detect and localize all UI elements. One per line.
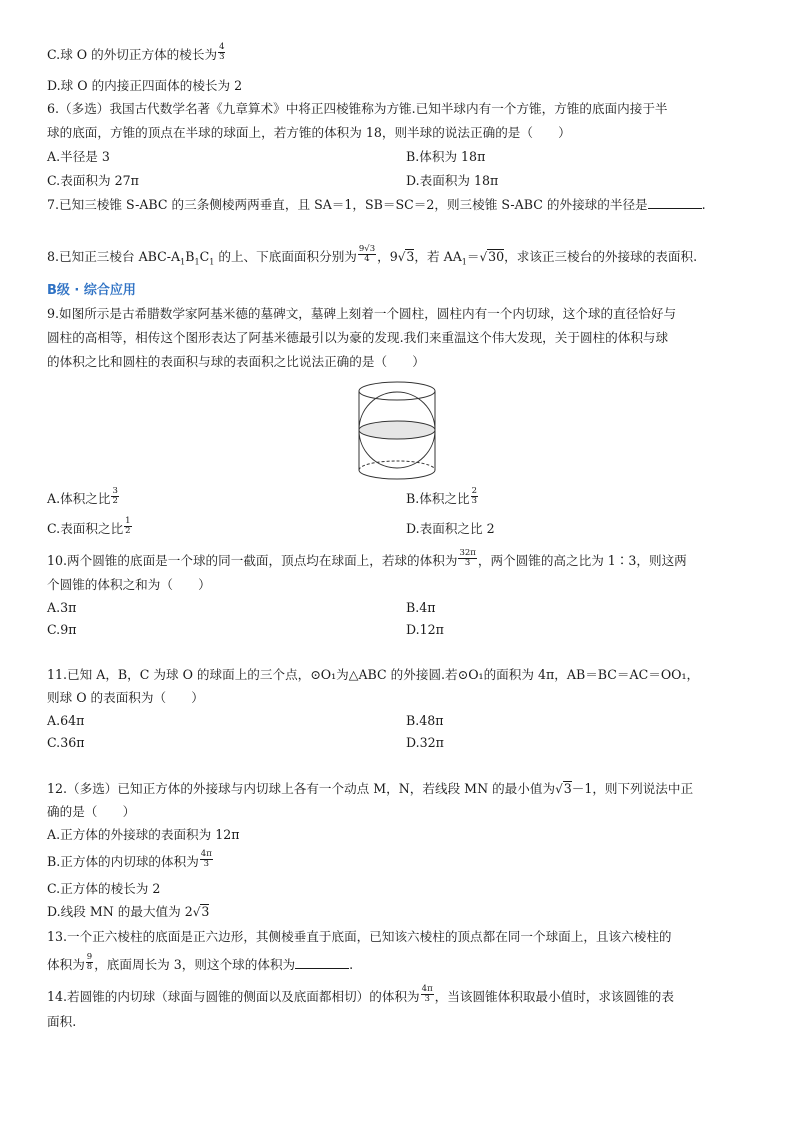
q12-stem-line1: 12.（多选）已知正方体的外接球与内切球上各有一个动点 M，N，若线段 MN 的最小值为√3－1，则下列说法中正 [47,781,694,796]
q9-option-a: A.体积之比 $\frac{3}{2}$ [47,486,118,506]
sphere-equator [359,421,435,439]
q7-stem: 7.已知三棱锥 S-ABC 的三条侧棱两两垂直，且 SA＝1，SB＝SC＝2，则三棱锥 S-ABC 的外接球的半径是 . [47,197,706,212]
q12-option-a: A.正方体的外接球的表面积为 12π [47,827,240,842]
q10-stem-line1: 10.两个圆锥的底面是一个球的同一截面，顶点均在球面上，若球的体积为 $\frac{32\pi}{3}$ ，两个圆锥的高之比为 1∶3，则这两 [47,548,687,568]
q8-sqrt3: 3 [406,249,415,264]
q6-option-a: A.半径是 3 [47,149,110,164]
q11-option-c: C.36π [47,735,85,750]
q5-option-c [47,42,226,65]
q10-option-d: D.12π [406,622,444,637]
q6-option-c: C.表面积为 27π [47,173,139,188]
q12-stem-line2: 确的是（ ） [47,804,136,819]
q10-option-b: B.4π [406,600,436,615]
q5-option-c-fraction: $\frac{4}{3}$ [219,42,225,62]
q13-answer-blank [295,956,349,969]
q6-option-b: B.体积为 18π [406,149,486,164]
q11-option-d: D.32π [406,735,444,750]
cylinder-sphere-figure [356,380,438,482]
q14-stem-line2: 面积. [47,1014,77,1029]
q10-option-c: C.9π [47,622,77,637]
cylinder-bottom-front [359,470,435,479]
q11-option-a: A.64π [47,713,85,728]
q12-option-c: C.正方体的棱长为 2 [47,881,161,896]
q9-stem-line1: 9.如图所示是古希腊数学家阿基米德的墓碑文，墓碑上刻着一个圆柱，圆柱内有一个内切球，这个球的直径恰好与 [47,306,677,321]
section-heading-b: B级 · 综合应用 [47,283,136,298]
q5-option-c-text: C.球 O 的外切正方体的棱长为 [47,47,218,62]
q14-stem-line1: 14.若圆锥的内切球（球面与圆锥的侧面以及底面都相切）的体积为 $\frac{4\pi}{3}$ ，当该圆锥体积取最小值时，求该圆锥的表 [47,984,674,1004]
q10-stem-line2: 个圆锥的体积之和为（ ） [47,577,211,592]
q6-stem-line2: 球的底面，方锥的顶点在半球的球面上，若方锥的体积为 18，则半球的说法正确的是（ ） [47,125,571,140]
q5-option-d: D.球 O 的内接正四面体的棱长为 2 [47,78,243,93]
q11-stem-line1: 11.已知 A，B，C 为球 O 的球面上的三个点，⊙O₁为△ABC 的外接圆.若⊙O₁的面积为 4π，AB＝BC＝AC＝OO₁， [47,667,700,682]
q7-text: 7.已知三棱锥 S-ABC 的三条侧棱两两垂直，且 SA＝1，SB＝SC＝2，则三棱锥 S-ABC 的外接球的半径是 [47,197,648,212]
q13-stem-line2: 体积为 $\frac{9}{8}$ ，底面周长为 3，则这个球的体积为 . [47,952,354,972]
q6-stem-line1: 6.（多选）我国古代数学名著《九章算术》中将正四棱锥称为方锥.已知半球内有一个方锥，方锥的底面内接于半 [47,101,668,116]
q8-sqrt30: 30 [488,249,505,264]
q9-option-d: D.表面积之比 2 [406,521,495,536]
q9-stem-line3: 的体积之比和圆柱的表面积与球的表面积之比说法正确的是（ ） [47,354,425,369]
q8-stem: 8.已知正三棱台 ABC-$A_1B_1C_1$ 的上、下底面面积分别为 $\frac{9√3}{4}$ ，9√3，若 $AA_1=√30$，求该正三棱台的外接球的表面积. [47,244,698,267]
cylinder-bottom-back [359,461,435,470]
q12-option-b: B.正方体的内切球的体积为 $\frac{4\pi}{3}$ [47,849,212,869]
q10-option-a: A.3π [47,600,77,615]
q9-option-c: C.表面积之比 $\frac{1}{2}$ [47,516,131,536]
cylinder-top-ellipse [359,382,435,400]
q12-option-d: D.线段 MN 的最大值为 2√3 [47,904,210,919]
q8-upper-area-fraction: $\frac{9√3}{4}$ [358,244,376,264]
q9-stem-line2: 圆柱的高相等，相传这个图形表达了阿基米德最引以为豪的发现.我们来重温这个伟大发现，关于圆柱的体积与球 [47,330,669,345]
q13-stem-line1: 13.一个正六棱柱的底面是正六边形，其侧棱垂直于底面，已知该六棱柱的顶点都在同一个球面上，且该六棱柱的 [47,929,672,944]
q7-answer-blank [648,196,702,209]
q11-stem-line2: 则球 O 的表面积为（ ） [47,690,204,705]
q11-option-b: B.48π [406,713,444,728]
q6-option-d: D.表面积为 18π [406,173,499,188]
q9-option-b: B.体积之比 $\frac{2}{3}$ [406,486,478,506]
